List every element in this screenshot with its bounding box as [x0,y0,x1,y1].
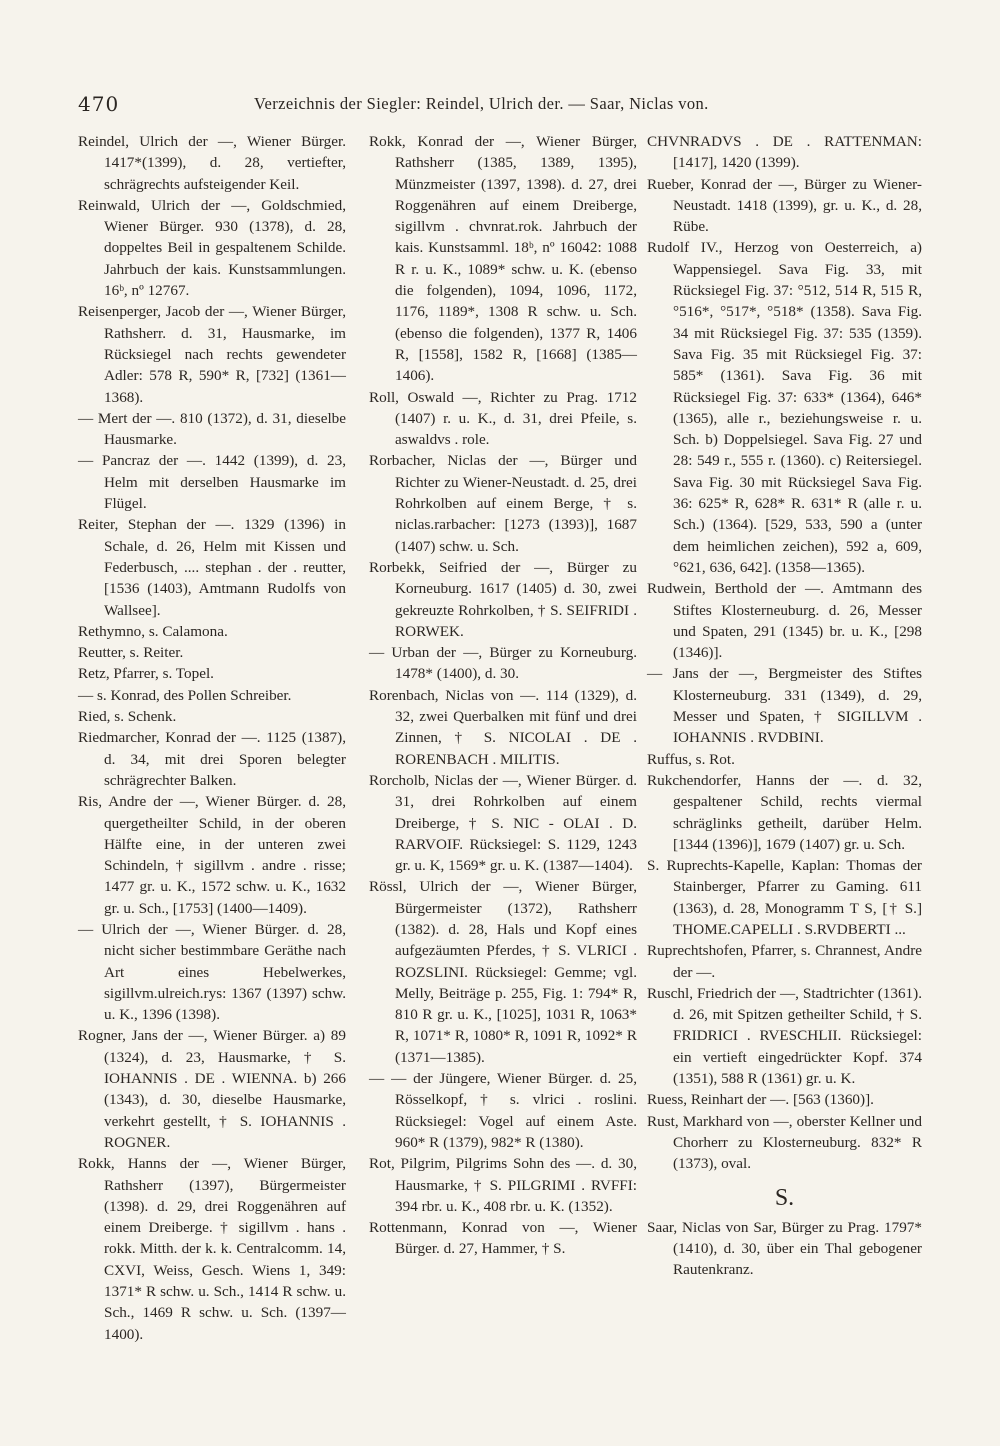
index-entry: Rogner, Jans der —, Wiener Bürger. a) 89 (1324), d. 23, Hausmarke, † S. IOHANNIS . DE . WIENNA. b) 266 (1343), d. 30, dieselbe Hausmarke, verkehrt gestellt, † S. IOHANNIS . ROGNER. [78,1027,346,1151]
index-entry: Reisenperger, Jacob der —, Wiener Bürger, Rathsherr. d. 31, Hausmarke, im Rücksiegel nach rechts gewendeter Adler: 578 R, 590* R, [732] (1361—1368). [78,303,346,406]
index-entry: Ried, s. Schenk. [78,708,177,726]
index-entry: Rukchendorfer, Hanns der —. d. 32, gespaltener Schild, rechts viermal schräglinks getheilt, darüber Helm. [1344 (1396)], 1679 (1407) gr. u. Sch. [647,771,922,853]
index-entry: Roll, Oswald —, Richter zu Prag. 1712 (1407) r. u. K., d. 31, drei Pfeile, s. aswaldvs . role. [369,388,637,449]
index-entry: Rössl, Ulrich der —, Wiener Bürger, Bürgermeister (1372), Rathsherr (1382). d. 28, Hals und Kopf eines aufgezäumten Pferdes, † S. VLRICI . ROZSLINI. Rücksiegel: Gemme; vgl. Melly, Beiträge p. 255, Fig. 1: 794* R, 810 R gr. u. K., [1025], 1031 R, 1063* R, 1071* R, 1080* R, 1091 R, 1092* R (1371—1385). [369,878,637,1066]
index-entry: Rot, Pilgrim, Pilgrims Sohn des —. d. 30, Hausmarke, † S. PILGRIMI . RVFFI: 394 rbr. u. K., 408 rbr. u. K. (1352). [369,1155,637,1215]
column-2 [369,131,637,1260]
column-3 [647,131,922,1280]
index-entry: — Pancraz der —. 1442 (1399), d. 23, Helm mit derselben Hausmarke im Flügel. [78,452,346,513]
index-entry: Reinwald, Ulrich der —, Goldschmied, Wiener Bürger. 930 (1378), d. 28, doppeltes Beil in gespaltenem Schilde. Jahrbuch der kais. Kunstsammlungen. 16ᵇ, nº 12767. [78,196,346,300]
section-letter-heading: S. [774,1184,795,1211]
index-entry: — Jans der —, Bergmeister des Stiftes Klosterneuburg. 331 (1349), d. 29, Messer und Spaten, † SIGILLVM . IOHANNIS . RVDBINI. [647,665,922,747]
index-entry: Retz, Pfarrer, s. Topel. [78,665,214,683]
index-entry: Reutter, s. Reiter. [78,644,184,662]
index-entry: Ris, Andre der —, Wiener Bürger. d. 28, quergetheilter Schild, in der oberen Hälfte eine, in der unteren zwei Schindeln, † sigillvm . andre . risse; 1477 gr. u. K., 1572 schw. u. K., 1632 gr. u. Sch., [1753] (1400—1409). [78,793,346,917]
index-entry: Rorbacher, Niclas der —, Bürger und Richter zu Wiener-Neustadt. d. 25, drei Rohrkolben auf einem Berge, † s. niclas.rarbacher: [1273 (1393)], 1687 (1407) schw. u. Sch. [369,452,637,555]
index-entry: Reindel, Ulrich der —, Wiener Bürger. 1417*(1399), d. 28, vertiefter, schrägrechts aufsteigender Keil. [78,133,346,193]
index-entry: Riedmarcher, Konrad der —. 1125 (1387), d. 34, mit drei Sporen belegter schrägrechter Balken. [78,729,346,789]
index-entry: — s. Konrad, des Pollen Schreiber. [78,686,292,704]
page-header [78,92,928,122]
index-entry: — Ulrich der —, Wiener Bürger. d. 28, nicht sicher bestimmbare Geräthe nach Art eines Hebelwerkes, sigillvm.ulreich.rys: 1367 (1397) schw. u. K., 1396 (1398). [78,920,346,1024]
index-entry: Rethymno, s. Calamona. [78,622,228,640]
index-entry: Rorbekk, Seifried der —, Bürger zu Korneuburg. 1617 (1405) d. 30, zwei gekreuzte Rohrkolben, † S. SEIFRIDI . RORWEK. [369,558,637,640]
index-entry: Ruess, Reinhart der —. [563 (1360)]. [647,1091,874,1109]
index-entry: Rudwein, Berthold der —. Amtmann des Stiftes Klosterneuburg. d. 26, Messer und Spaten, 291 (1345) br. u. K., [298 (1346)]. [647,580,922,662]
page-number: 470 [78,92,120,116]
column-1 [78,131,346,1345]
index-entry: Rorcholb, Niclas der —, Wiener Bürger. d. 31, drei Rohrkolben auf einem Dreiberge, † S. NIC - OLAI . D. RARVOIF. Rücksiegel: S. 1129, 1243 gr. u. K, 1569* gr. u. K. (1387—1404). [369,771,637,875]
index-entry: Rokk, Hanns der —, Wiener Bürger, Rathsherr (1397), Bürgermeister (1398). d. 29, drei Roggenähren auf einem Dreiberge. † sigillvm . hans . rokk. Mitth. der k. k. Centralcomm. 14, CXVI, Weiss, Gesch. Wiens 1, 349: 1371* R schw. u. Sch., 1414 R schw. u. Sch., 1469 R schw. u. Sch. (1397—1400). [78,1155,346,1343]
index-entry: Rudolf IV., Herzog von Oesterreich, a) Wappensiegel. Sava Fig. 33, mit Rücksiegel Fig. 37: °512, 514 R, 515 R, °516*, °517*, °518* (1358). Sava Fig. 34 mit Rücksiegel Fig. 37: 535 (1359). Sava Fig. 35 mit Rücksiegel Fig. 37: 585* (1361). Sava Fig. 36 mit Rücksiegel Fig. 37: 633* (1364), 646* (1365), alle r., beziehungsweise r. u. Sch. b) Doppelsiegel. Sava Fig. 27 und 28: 549 r., 555 r. (1360). c) Reitersiegel. Sava Fig. 30 mit Rücksiegel Sava Fig. 36: 625* R, 628* R. 631* R (alle r. u. Sch.) (1364). [529, 533, 590 a (unter dem heimlichen zeichen), 592 a, 609, °621, 636, 642]. (1358—1365). [647,239,922,576]
index-entry: S. Ruprechts-Kapelle, Kaplan: Thomas der Stainberger, Pfarrer zu Gaming. 611 (1363), d. 28, Monogramm T S, [† S.] THOME.CAPELLI . S.RVDBERTI ... [647,857,922,938]
index-entry: CHVNRADVS . DE . RATTENMAN: [1417], 1420 (1399). [647,133,922,172]
index-entry: Rottenmann, Konrad von —, Wiener Bürger. d. 27, Hammer, † S. [369,1219,637,1258]
index-entry: Saar, Niclas von Sar, Bürger zu Prag. 1797* (1410), d. 30, über ein Thal gebogener Rautenkranz. [647,1218,922,1279]
index-entry: Reiter, Stephan der —. 1329 (1396) in Schale, d. 26, Helm mit Kissen und Federbusch, .... stephan . der . reutter, [1536 (1403), Amtmann Rudolfs von Wallsee]. [78,516,346,619]
running-title: Verzeichnis der Siegler: Reindel, Ulrich der. — Saar, Niclas von. [254,94,709,113]
index-entry: — Urban der —, Bürger zu Korneuburg. 1478* (1400), d. 30. [369,644,637,683]
index-entry: Rorenbach, Niclas von —. 114 (1329), d. 32, zwei Querbalken mit fünf und drei Zinnen, † S. NICOLAI . DE . RORENBACH . MILITIS. [369,686,637,768]
index-entry: Ruprechtshofen, Pfarrer, s. Chrannest, Andre der —. [647,942,922,981]
index-entry: Ruffus, s. Rot. [647,750,735,768]
index-entry: Rueber, Konrad der —, Bürger zu Wiener-Neustadt. 1418 (1399), gr. u. K., d. 28, Rübe. [647,175,922,236]
index-entry: — — der Jüngere, Wiener Bürger. d. 25, Rösselkopf, † s. vlrici . roslini. Rücksiegel: Vogel auf einem Aste. 960* R (1379), 982* R (1380). [369,1070,637,1151]
index-entry: Rust, Markhard von —, oberster Kellner und Chorherr zu Klosterneuburg. 832* R (1373), oval. [647,1112,922,1173]
index-entry: Rokk, Konrad der —, Wiener Bürger, Rathsherr (1385, 1389, 1395), Münzmeister (1397, 1398). d. 27, drei Roggenähren auf einem Dreiberge, sigillvm . chvnrat.rok. Jahrbuch der kais. Kunstsamml. 18ᵇ, nº 16042: 1088 R r. u. K., 1089* schw. u. K. (ebenso die folgenden), 1094, 1096, 1172, 1176, 1189*, 1308 R schw. u. Sch.(ebenso die folgenden), 1377 R, 1406 R, [1558], 1582 R, [1668] (1385—1406). [369,133,637,385]
index-entry: — Mert der —. 810 (1372), d. 31, dieselbe Hausmarke. [78,409,346,449]
index-entry: Ruschl, Friedrich der —, Stadtrichter (1361). d. 26, mit Spitzen getheilter Schild, † S. FRIDRICI . RVESCHLII. Rücksiegel: ein vertieft eingedrückter Kopf. 374 (1351), 588 R (1361) gr. u. K. [647,984,922,1088]
